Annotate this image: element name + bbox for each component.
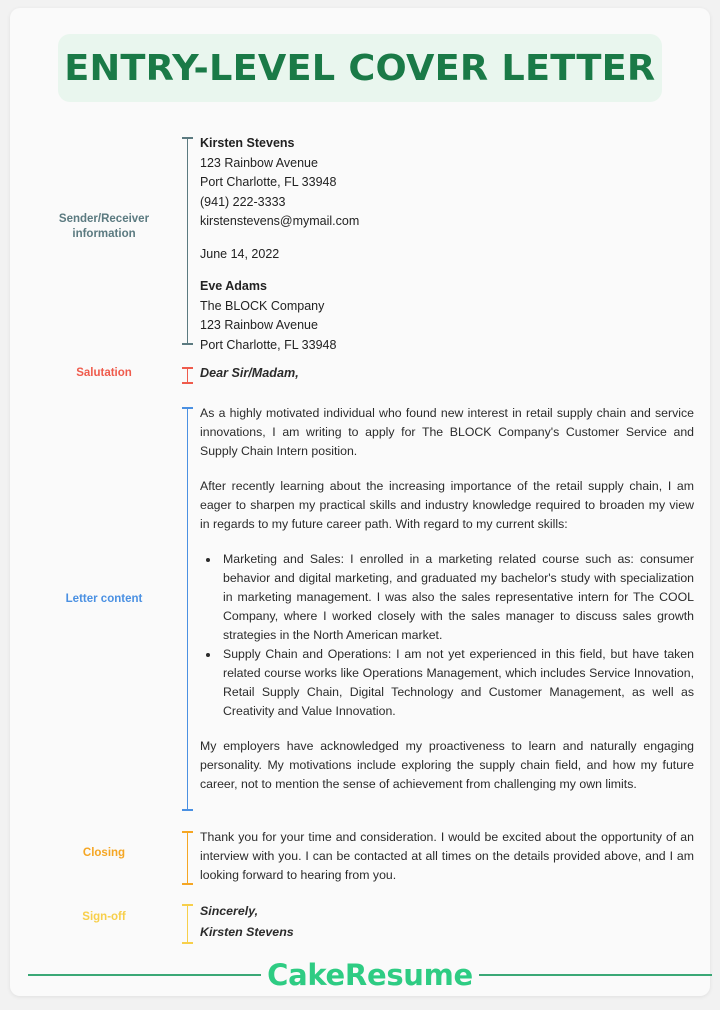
recipient-company: The BLOCK Company: [200, 298, 325, 313]
letter-paragraph-1: As a highly motivated individual who found new interest in retail supply chain and service innovations, I am writing to apply for The BLOCK Company's Customer Service and Supply Chain Intern position.: [200, 406, 694, 458]
footer-branding: [28, 958, 712, 992]
section-label-sender-receiver: [34, 134, 174, 242]
sender-phone: (941) 222-3333: [200, 194, 286, 209]
section-label-salutation: Salutation: [76, 367, 132, 379]
cakeresume-logo: CakeResume: [267, 958, 473, 992]
closing-body: [200, 828, 694, 885]
letter-date: June 14, 2022: [200, 246, 280, 261]
letter-bullet-list: [200, 550, 694, 721]
recipient-street: 123 Rainbow Avenue: [200, 318, 318, 332]
page-title: ENTRY-LEVEL COVER LETTER: [64, 47, 656, 89]
section-label-closing: Closing: [82, 847, 126, 859]
sign-off-line-1: Sincerely,: [200, 904, 259, 918]
sign-off-line-2: Kirsten Stevens: [200, 925, 294, 939]
letter-paragraph-3: My employers have acknowledged my proactiveness to learn and naturally engaging personality. My motivations include exploring the supply chain field, and how my future career, not to mention the sense of achievement from challenging my own limits.: [200, 739, 694, 791]
section-letter-content: [34, 404, 694, 811]
sender-label-line-2: information: [72, 228, 136, 240]
bracket-salutation: [174, 364, 200, 384]
section-closing: [34, 828, 694, 885]
section-label-sign-off: Sign-off: [82, 911, 126, 923]
sender-email: kirstenstevens@mymail.com: [200, 214, 360, 228]
letter-paragraph-2: After recently learning about the increasing importance of the retail supply chain, I am eager to sharpen my practical skills and industry knowledge required to broaden my view in regards to my future career path. With regard to my current skills:: [200, 479, 694, 531]
spacer-before-recipient: [200, 264, 694, 277]
recipient-city: Port Charlotte, FL 33948: [200, 337, 337, 352]
sender-street: 123 Rainbow Avenue: [200, 155, 318, 170]
footer-rule-left: [28, 974, 261, 976]
sender-name: Kirsten Stevens: [200, 136, 295, 150]
bracket-sender-receiver: [174, 134, 200, 345]
section-salutation: [34, 364, 694, 384]
bracket-letter-content: [174, 404, 200, 811]
section-sender-receiver: [34, 134, 694, 355]
title-banner: [58, 34, 662, 102]
recipient-name: Eve Adams: [200, 279, 267, 293]
closing-text: Thank you for your time and consideration. I would be excited about the opportunity of an interview with you. I can be contacted at all times on the details provided above, and I am looking forward to hearing from you.: [200, 830, 694, 882]
sender-receiver-body: [200, 134, 694, 355]
salutation-text: Dear Sir/Madam,: [200, 366, 299, 380]
letter-content-body: [200, 404, 694, 794]
sender-city: Port Charlotte, FL 33948: [200, 175, 337, 189]
bracket-closing: [174, 828, 200, 885]
list-item: • Supply Chain and Operations: I am not yet experienced in this field, but have taken related course works like Operations Management, which includes Service Innovation, Retail Supply Chain, Digital Technology and Customer Management, as well as Creativity and Value Innovation.: [220, 645, 694, 721]
sender-label-line-1: Sender/Receiver: [58, 213, 150, 225]
list-item: • Marketing and Sales: I enrolled in a marketing related course such as: consumer behavior and digital marketing, and graduated my bachelor's study with specialization in marketing management. I was also the sales representative intern for The COOL Company, where I worked closely with the sales manager to discuss sales growth strategies in the North American market.: [220, 550, 694, 645]
footer-rule-right: [479, 974, 712, 976]
spacer-before-date: [200, 232, 694, 245]
bracket-sign-off: [174, 901, 200, 944]
sign-off-body: [200, 901, 694, 943]
document-card: [10, 8, 710, 996]
section-label-letter-content: Letter content: [65, 593, 143, 605]
section-sign-off: [34, 901, 694, 944]
